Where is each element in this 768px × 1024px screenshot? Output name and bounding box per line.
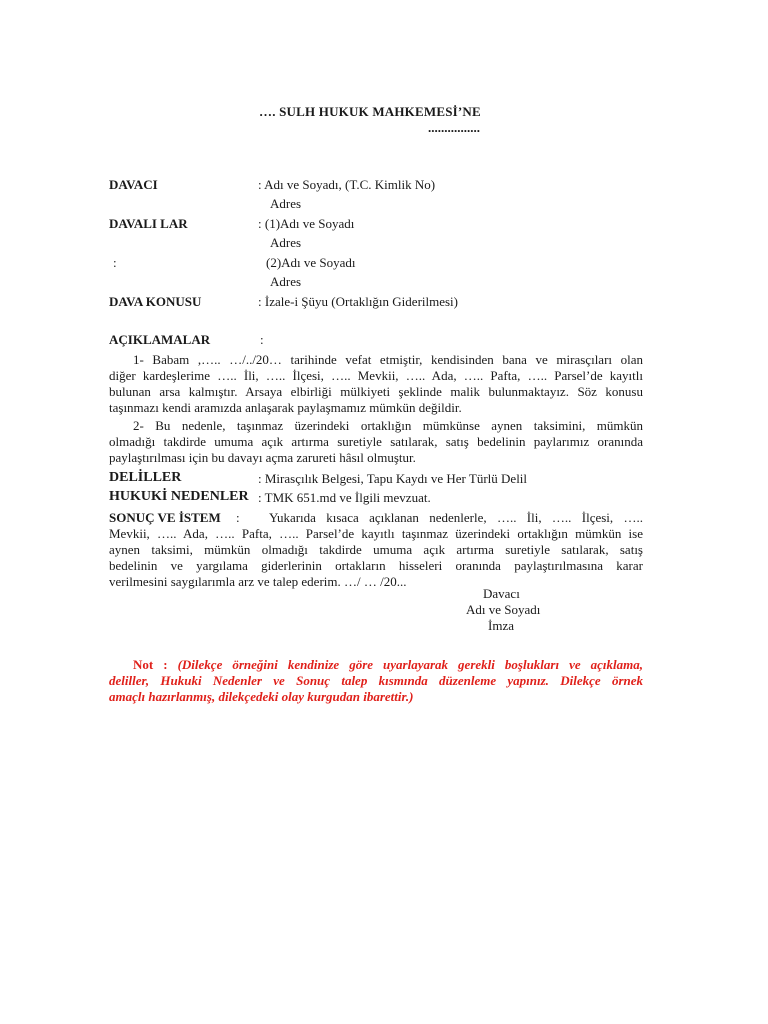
plaintiff-address: Adres (270, 196, 302, 211)
result-line: Mevkii, ….. Ada, ….. Pafta, ….. Parsel’de kayıtlı taşınmaz üzerindeki ortaklığın mümkün ise (109, 526, 643, 541)
defendants-label: DAVALI LAR (109, 216, 188, 231)
result-colon: : (236, 510, 240, 525)
result-line: verilmesini saygılarımla arz ve talep ederim. …/ … /20... (109, 574, 407, 589)
note-line: (Dilekçe örneğini kendinize göre uyarlayarak gerekli boşlukları ve açıklama, (177, 657, 644, 672)
explanation-p2-line: paylaştırılması için bu davayı açma zarureti hâsıl olmuştur. (109, 450, 416, 465)
note-line: amaçlı hazırlanmış, dilekçedeki olay kurgudan ibarettir.) (109, 689, 414, 704)
disclaimer-note (109, 657, 643, 705)
evidence-label: DELİLLER (109, 470, 182, 485)
explanations-colon: : (260, 332, 264, 347)
note-line-first (109, 657, 643, 673)
signature-name: Adı ve Soyadı (466, 602, 541, 617)
explanation-p1-line: 1- Babam ,….. …/../20… tarihinde vefat etmiştir, kendisinden bana ve mirasçıları olan (133, 352, 643, 367)
result-line: bedelinin ve yargılama giderlerinin ortakların hisseleri oranında paylaştırılmasına karar (109, 558, 643, 573)
defendant1-address: Adres (270, 235, 302, 250)
defendant2-colon: : (113, 255, 117, 270)
explanation-p1-line: diğer kardeşlerime ….. İli, ….. İlçesi, ….. Mevkii, ….. Ada, ….. Pafta, ….. Parsel’de kayıtlı (109, 368, 643, 383)
legal-grounds-label: HUKUKİ NEDENLER (109, 489, 249, 504)
explanation-paragraph-1 (109, 352, 643, 416)
result-line: aynen taksimi, mümkün olmadığı takdirde umuma açık artırma suretiyle satılarak, satış (109, 542, 643, 557)
defendant2-value: (2)Adı ve Soyadı (266, 255, 356, 270)
subject-value: : İzale-i Şüyu (Ortaklığın Giderilmesi) (258, 294, 459, 309)
evidence-value: : Mirasçılık Belgesi, Tapu Kaydı ve Her Türlü Delil (258, 471, 528, 486)
defendant1-value: : (1)Adı ve Soyadı (258, 216, 355, 231)
result-label: SONUÇ VE İSTEM (109, 510, 221, 525)
legal-grounds-value: : TMK 651.md ve İlgili mevzuat. (258, 490, 431, 505)
explanation-p1-line: bulunan arsa kalmıştır. Arsaya elbirliği mülkiyeti şeklinde malik bulunmaktayız. Söz konusu (109, 384, 643, 399)
result-line: Yukarıda kısaca açıklanan nedenlerle, ….. İli, ….. İlçesi, ….. (269, 510, 643, 525)
explanation-p2-line: olmadığı takdirde umuma açık artırma suretiyle satılarak, satış bedelinin paylarımız oranında (109, 434, 643, 449)
signature-role: Davacı (483, 586, 520, 601)
explanation-p1-line: taşınmazı kendi aramızda anlaşarak paylaşmamız mümkün değildir. (109, 400, 462, 415)
plaintiff-label: DAVACI (109, 177, 158, 192)
court-name-placeholder: ................ (428, 120, 480, 135)
note-prefix: Not : (133, 657, 178, 672)
note-line: deliller, Hukuki Nedenler ve Sonuç talep kısmında düzenleme yapınız. Dilekçe örnek (109, 673, 643, 688)
court-title: …. SULH HUKUK MAHKEMESİ’NE (259, 104, 481, 119)
signature-sign: İmza (488, 618, 514, 633)
explanation-p2-line: 2- Bu nedenle, taşınmaz üzerindeki ortaklığın mümkünse aynen taksimini, mümkün (133, 418, 643, 433)
result-paragraph (109, 510, 643, 590)
subject-label: DAVA KONUSU (109, 294, 202, 309)
explanations-label: AÇIKLAMALAR (109, 332, 211, 347)
defendant2-address: Adres (270, 274, 302, 289)
plaintiff-value: : Adı ve Soyadı, (T.C. Kimlik No) (258, 177, 436, 192)
explanation-paragraph-2 (109, 418, 643, 466)
